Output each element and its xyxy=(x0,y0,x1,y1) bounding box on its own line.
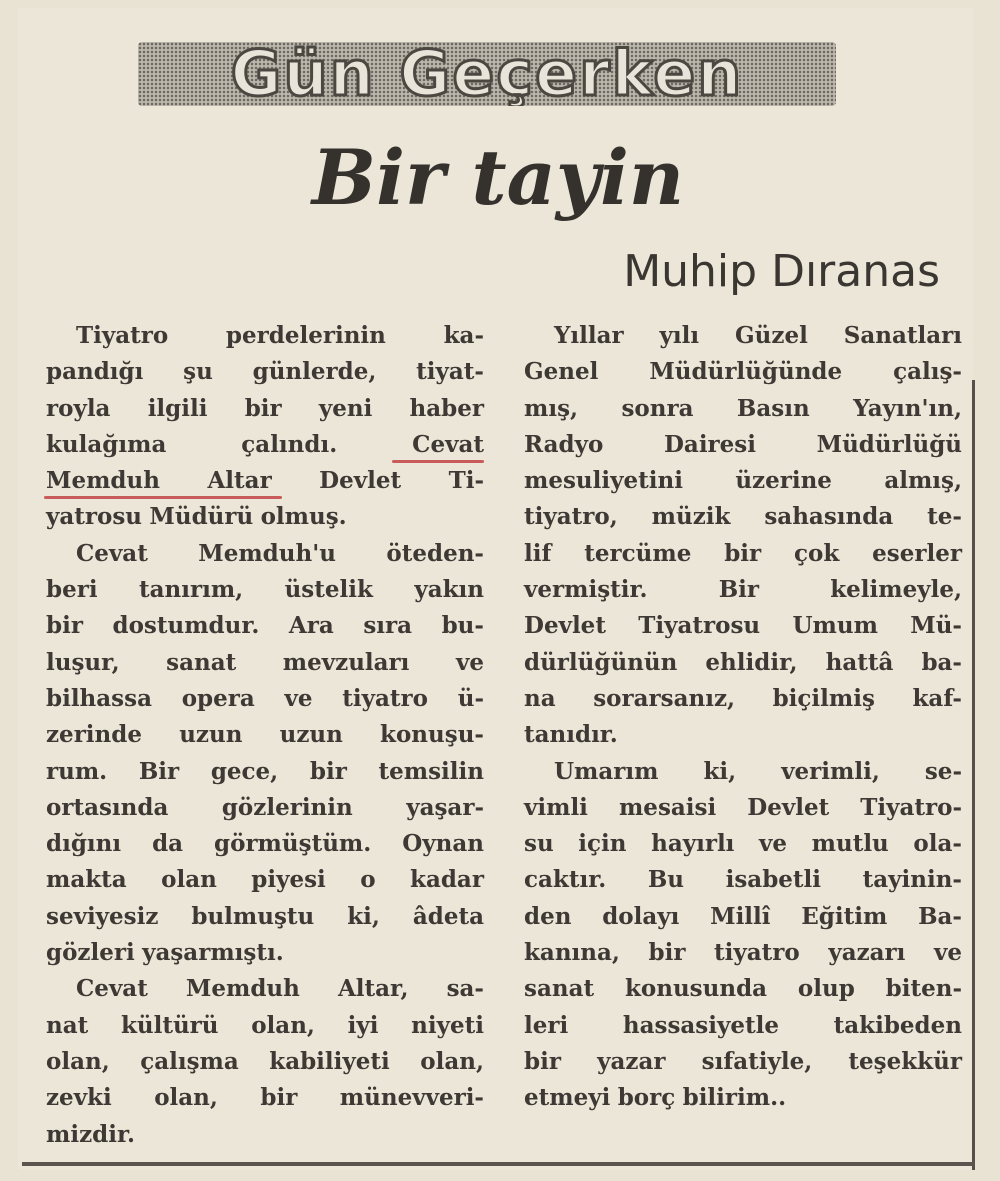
word: sanat xyxy=(524,975,595,1003)
word: se- xyxy=(924,757,962,785)
text-line xyxy=(46,536,484,572)
word: beri xyxy=(46,576,98,604)
word: o xyxy=(360,866,376,894)
word: konuşu- xyxy=(380,721,484,749)
word: Yayın'ın, xyxy=(853,394,962,422)
word: seviyesiz xyxy=(46,902,159,930)
text-line xyxy=(46,1117,484,1153)
word: makta xyxy=(46,866,127,894)
word: Millî xyxy=(710,902,771,930)
word: öteden- xyxy=(386,539,484,567)
word: sonra xyxy=(621,394,694,422)
word: Tiyatrosu xyxy=(638,612,761,640)
text-line xyxy=(524,499,962,535)
word: da xyxy=(152,830,184,858)
word: ortasında xyxy=(46,793,169,821)
word: için xyxy=(578,830,627,858)
word: borç xyxy=(617,1084,676,1112)
word: sa- xyxy=(446,975,484,1003)
text-line xyxy=(46,463,484,499)
word: Radyo xyxy=(524,430,604,458)
word: ve xyxy=(284,684,313,712)
word: üzerine xyxy=(735,467,832,495)
word: olup xyxy=(797,975,855,1003)
word: konusunda xyxy=(624,975,768,1003)
word: dostumdur. xyxy=(112,612,260,640)
text-line xyxy=(524,790,962,826)
word: olan, xyxy=(420,1047,484,1075)
word: tiyatro, xyxy=(524,503,618,531)
column-banner xyxy=(138,42,836,106)
text-line xyxy=(524,318,962,354)
word: Devlet xyxy=(747,793,830,821)
word: sıra xyxy=(363,612,413,640)
word: Memduh'u xyxy=(198,539,336,567)
text-line xyxy=(46,862,484,898)
article-column-left xyxy=(46,318,484,1153)
text-line xyxy=(46,971,484,1007)
word: eserler xyxy=(872,539,962,567)
word: çalışma xyxy=(140,1047,239,1075)
word: olmuş. xyxy=(260,503,347,531)
word: ki, xyxy=(703,757,737,785)
text-line xyxy=(524,463,962,499)
word: vimli xyxy=(524,793,588,821)
word: tiyatro xyxy=(714,939,800,967)
word: bilirim.. xyxy=(682,1084,787,1112)
word: leri xyxy=(524,1011,569,1039)
word: yeni xyxy=(318,394,373,422)
word: olan, xyxy=(154,1084,218,1112)
text-line xyxy=(524,862,962,898)
word: piyesi xyxy=(251,866,326,894)
word: ola- xyxy=(913,830,962,858)
word: bir xyxy=(524,1047,561,1075)
article-column-right xyxy=(524,318,962,1117)
word: kaf- xyxy=(912,684,962,712)
word: perdelerinin xyxy=(225,322,386,349)
word: Bir xyxy=(138,757,180,785)
word: ü- xyxy=(457,684,484,712)
word: bulmuştu xyxy=(191,902,315,930)
word: mesaisi xyxy=(618,793,717,821)
word: Müdürlüğü xyxy=(816,430,962,458)
word: Memduh xyxy=(185,975,300,1003)
word: Devlet xyxy=(319,467,402,495)
word: royla xyxy=(46,394,111,422)
text-line xyxy=(46,1044,484,1080)
word: Memduh xyxy=(46,467,160,495)
word: hayırlı xyxy=(651,830,735,858)
word: Güzel xyxy=(735,322,808,349)
word: kabiliyeti xyxy=(269,1047,390,1075)
word: bir xyxy=(648,939,686,967)
word: luşur, xyxy=(46,648,120,676)
word: ve xyxy=(759,830,788,858)
word: dürlüğünün xyxy=(524,648,678,676)
word: bir xyxy=(260,1084,298,1112)
bottom-rule xyxy=(22,1162,974,1166)
text-line xyxy=(46,826,484,862)
pencil-underline xyxy=(44,496,282,499)
text-line xyxy=(46,572,484,608)
text-line xyxy=(524,971,962,1007)
word: mış, xyxy=(524,394,579,422)
word: tiyatro xyxy=(342,684,428,712)
text-line xyxy=(524,645,962,681)
text-line xyxy=(46,391,484,427)
word: kadar xyxy=(410,866,484,894)
word: niyeti xyxy=(411,1011,484,1039)
word: dolayı xyxy=(602,902,680,930)
word: temsilin xyxy=(378,757,484,785)
word: bir xyxy=(724,539,762,567)
text-line xyxy=(46,790,484,826)
word: su xyxy=(524,830,554,858)
text-line xyxy=(524,427,962,463)
text-line xyxy=(524,754,962,790)
word: zerinde xyxy=(46,721,142,749)
word: uzun xyxy=(179,721,243,749)
word: Altar xyxy=(207,467,272,495)
text-line xyxy=(46,499,484,535)
text-line xyxy=(46,427,484,463)
word: ki, xyxy=(347,902,380,930)
text-line xyxy=(46,318,484,354)
word: olan, xyxy=(46,1047,110,1075)
word: Mü- xyxy=(910,612,962,640)
word: sanat xyxy=(166,648,237,676)
text-line xyxy=(524,717,962,753)
word: iyi xyxy=(347,1011,379,1039)
text-line xyxy=(46,608,484,644)
word: almış, xyxy=(884,467,962,495)
word: rum. xyxy=(46,757,108,785)
word: gözlerinin xyxy=(221,793,353,821)
word: tayinin- xyxy=(862,866,962,894)
text-line xyxy=(524,1044,962,1080)
word: mizdir. xyxy=(46,1120,135,1148)
word: verimli, xyxy=(781,757,880,785)
word: vermiştir. xyxy=(524,576,648,604)
word: çalış- xyxy=(893,358,962,386)
word: yaşarmıştı. xyxy=(142,939,284,967)
word: Ara xyxy=(288,612,334,640)
word: şu xyxy=(183,358,213,386)
word: takibeden xyxy=(833,1011,962,1039)
word: biçilmiş xyxy=(772,684,875,712)
word: haber xyxy=(409,394,484,422)
word: sıfatiyle, xyxy=(701,1047,813,1075)
byline: Muhip Dıranas xyxy=(623,246,940,297)
word: yakın xyxy=(414,576,484,604)
word: âdeta xyxy=(412,902,484,930)
word: Müdürlüğünde xyxy=(649,358,843,386)
word: gece, xyxy=(210,757,279,785)
word: na xyxy=(524,684,556,712)
word: Tiyatro- xyxy=(860,793,962,821)
word: Umum xyxy=(792,612,878,640)
text-line xyxy=(524,899,962,935)
text-line xyxy=(524,1008,962,1044)
word: olan xyxy=(161,866,217,894)
text-line xyxy=(524,1080,962,1116)
word: münevveri- xyxy=(339,1084,484,1112)
word: mesuliyetini xyxy=(524,467,683,495)
word: olan, xyxy=(251,1011,315,1039)
text-line xyxy=(524,935,962,971)
text-line xyxy=(46,645,484,681)
word: bilhassa xyxy=(46,684,152,712)
text-line xyxy=(46,717,484,753)
word: yatrosu xyxy=(46,503,143,531)
word: Eğitim xyxy=(801,902,888,930)
word: ehlidir, xyxy=(705,648,798,676)
word: den xyxy=(524,902,572,930)
word: Oynan xyxy=(402,830,484,858)
word: etmeyi xyxy=(524,1084,611,1112)
word: lif xyxy=(524,539,552,567)
word: Sanatları xyxy=(843,322,962,349)
word: tiyat- xyxy=(416,358,484,386)
word: opera xyxy=(181,684,255,712)
text-line xyxy=(46,354,484,390)
word: ba- xyxy=(921,648,962,676)
text-line xyxy=(46,754,484,790)
word: bir xyxy=(46,612,83,640)
text-line xyxy=(46,1008,484,1044)
word: caktır. xyxy=(524,866,607,894)
word: Devlet xyxy=(524,612,606,640)
text-line xyxy=(524,354,962,390)
column-rule xyxy=(972,380,975,1170)
word: bu- xyxy=(441,612,484,640)
word: isabetli xyxy=(725,866,822,894)
word: çalındı. xyxy=(241,430,338,458)
text-line xyxy=(524,608,962,644)
word: yılı xyxy=(659,322,700,349)
word: ve xyxy=(934,939,962,967)
word: sahasında xyxy=(764,503,894,531)
word: uzun xyxy=(279,721,343,749)
word: yazarı xyxy=(828,939,906,967)
word: tercüme xyxy=(584,539,692,567)
text-line xyxy=(524,572,962,608)
word: ilgili xyxy=(147,394,208,422)
word: ka- xyxy=(443,322,484,349)
word: kültürü xyxy=(120,1011,219,1039)
text-line xyxy=(524,826,962,862)
word: Dairesi xyxy=(663,430,756,458)
word: nat xyxy=(46,1011,89,1039)
word: yazar xyxy=(597,1047,666,1075)
word: üstelik xyxy=(284,576,373,604)
word: tanırım, xyxy=(138,576,244,604)
word: bir xyxy=(244,394,282,422)
word: teşekkür xyxy=(848,1047,962,1075)
word: sorarsanız, xyxy=(593,684,736,712)
word: hassasiyetle xyxy=(622,1011,779,1039)
word: gözleri xyxy=(46,939,135,967)
word: yaşar- xyxy=(406,793,484,821)
word: Cevat xyxy=(76,539,148,567)
word: hattâ xyxy=(825,648,894,676)
text-line xyxy=(524,391,962,427)
word: Cevat xyxy=(412,430,484,458)
word: kelimeyle, xyxy=(830,576,962,604)
word: Genel xyxy=(524,358,599,386)
word: Cevat xyxy=(76,975,148,1003)
word: müzik xyxy=(651,503,731,531)
word: günlerde, xyxy=(252,358,377,386)
headline: Bir tayin xyxy=(311,133,685,222)
word: kanına, xyxy=(524,939,620,967)
word: mutlu xyxy=(811,830,889,858)
word: zevki xyxy=(46,1084,112,1112)
word: Müdürü xyxy=(149,503,254,531)
word: Ba- xyxy=(918,902,962,930)
text-line xyxy=(524,681,962,717)
banner-title: Gün Geçerken xyxy=(230,42,744,106)
word: mevzuları xyxy=(282,648,410,676)
word: görmüştüm. xyxy=(214,830,372,858)
word: Tiyatro xyxy=(76,322,169,349)
word: ve xyxy=(455,648,484,676)
word: te- xyxy=(927,503,962,531)
text-line xyxy=(46,935,484,971)
word: çok xyxy=(794,539,840,567)
word: kulağıma xyxy=(46,430,167,458)
word: Yıllar xyxy=(554,322,624,349)
word: Bu xyxy=(647,866,684,894)
word: Altar, xyxy=(337,975,409,1003)
word: pandığı xyxy=(46,358,144,386)
text-line xyxy=(524,536,962,572)
word: tanıdır. xyxy=(524,721,618,749)
text-line xyxy=(46,681,484,717)
word: bir xyxy=(309,757,347,785)
text-line xyxy=(46,1080,484,1116)
word: Bir xyxy=(718,576,760,604)
word: biten- xyxy=(885,975,962,1003)
text-line xyxy=(46,899,484,935)
word: Umarım xyxy=(554,757,659,785)
word: dığını xyxy=(46,830,122,858)
word: Ti- xyxy=(448,467,484,495)
word: Basın xyxy=(736,394,810,422)
